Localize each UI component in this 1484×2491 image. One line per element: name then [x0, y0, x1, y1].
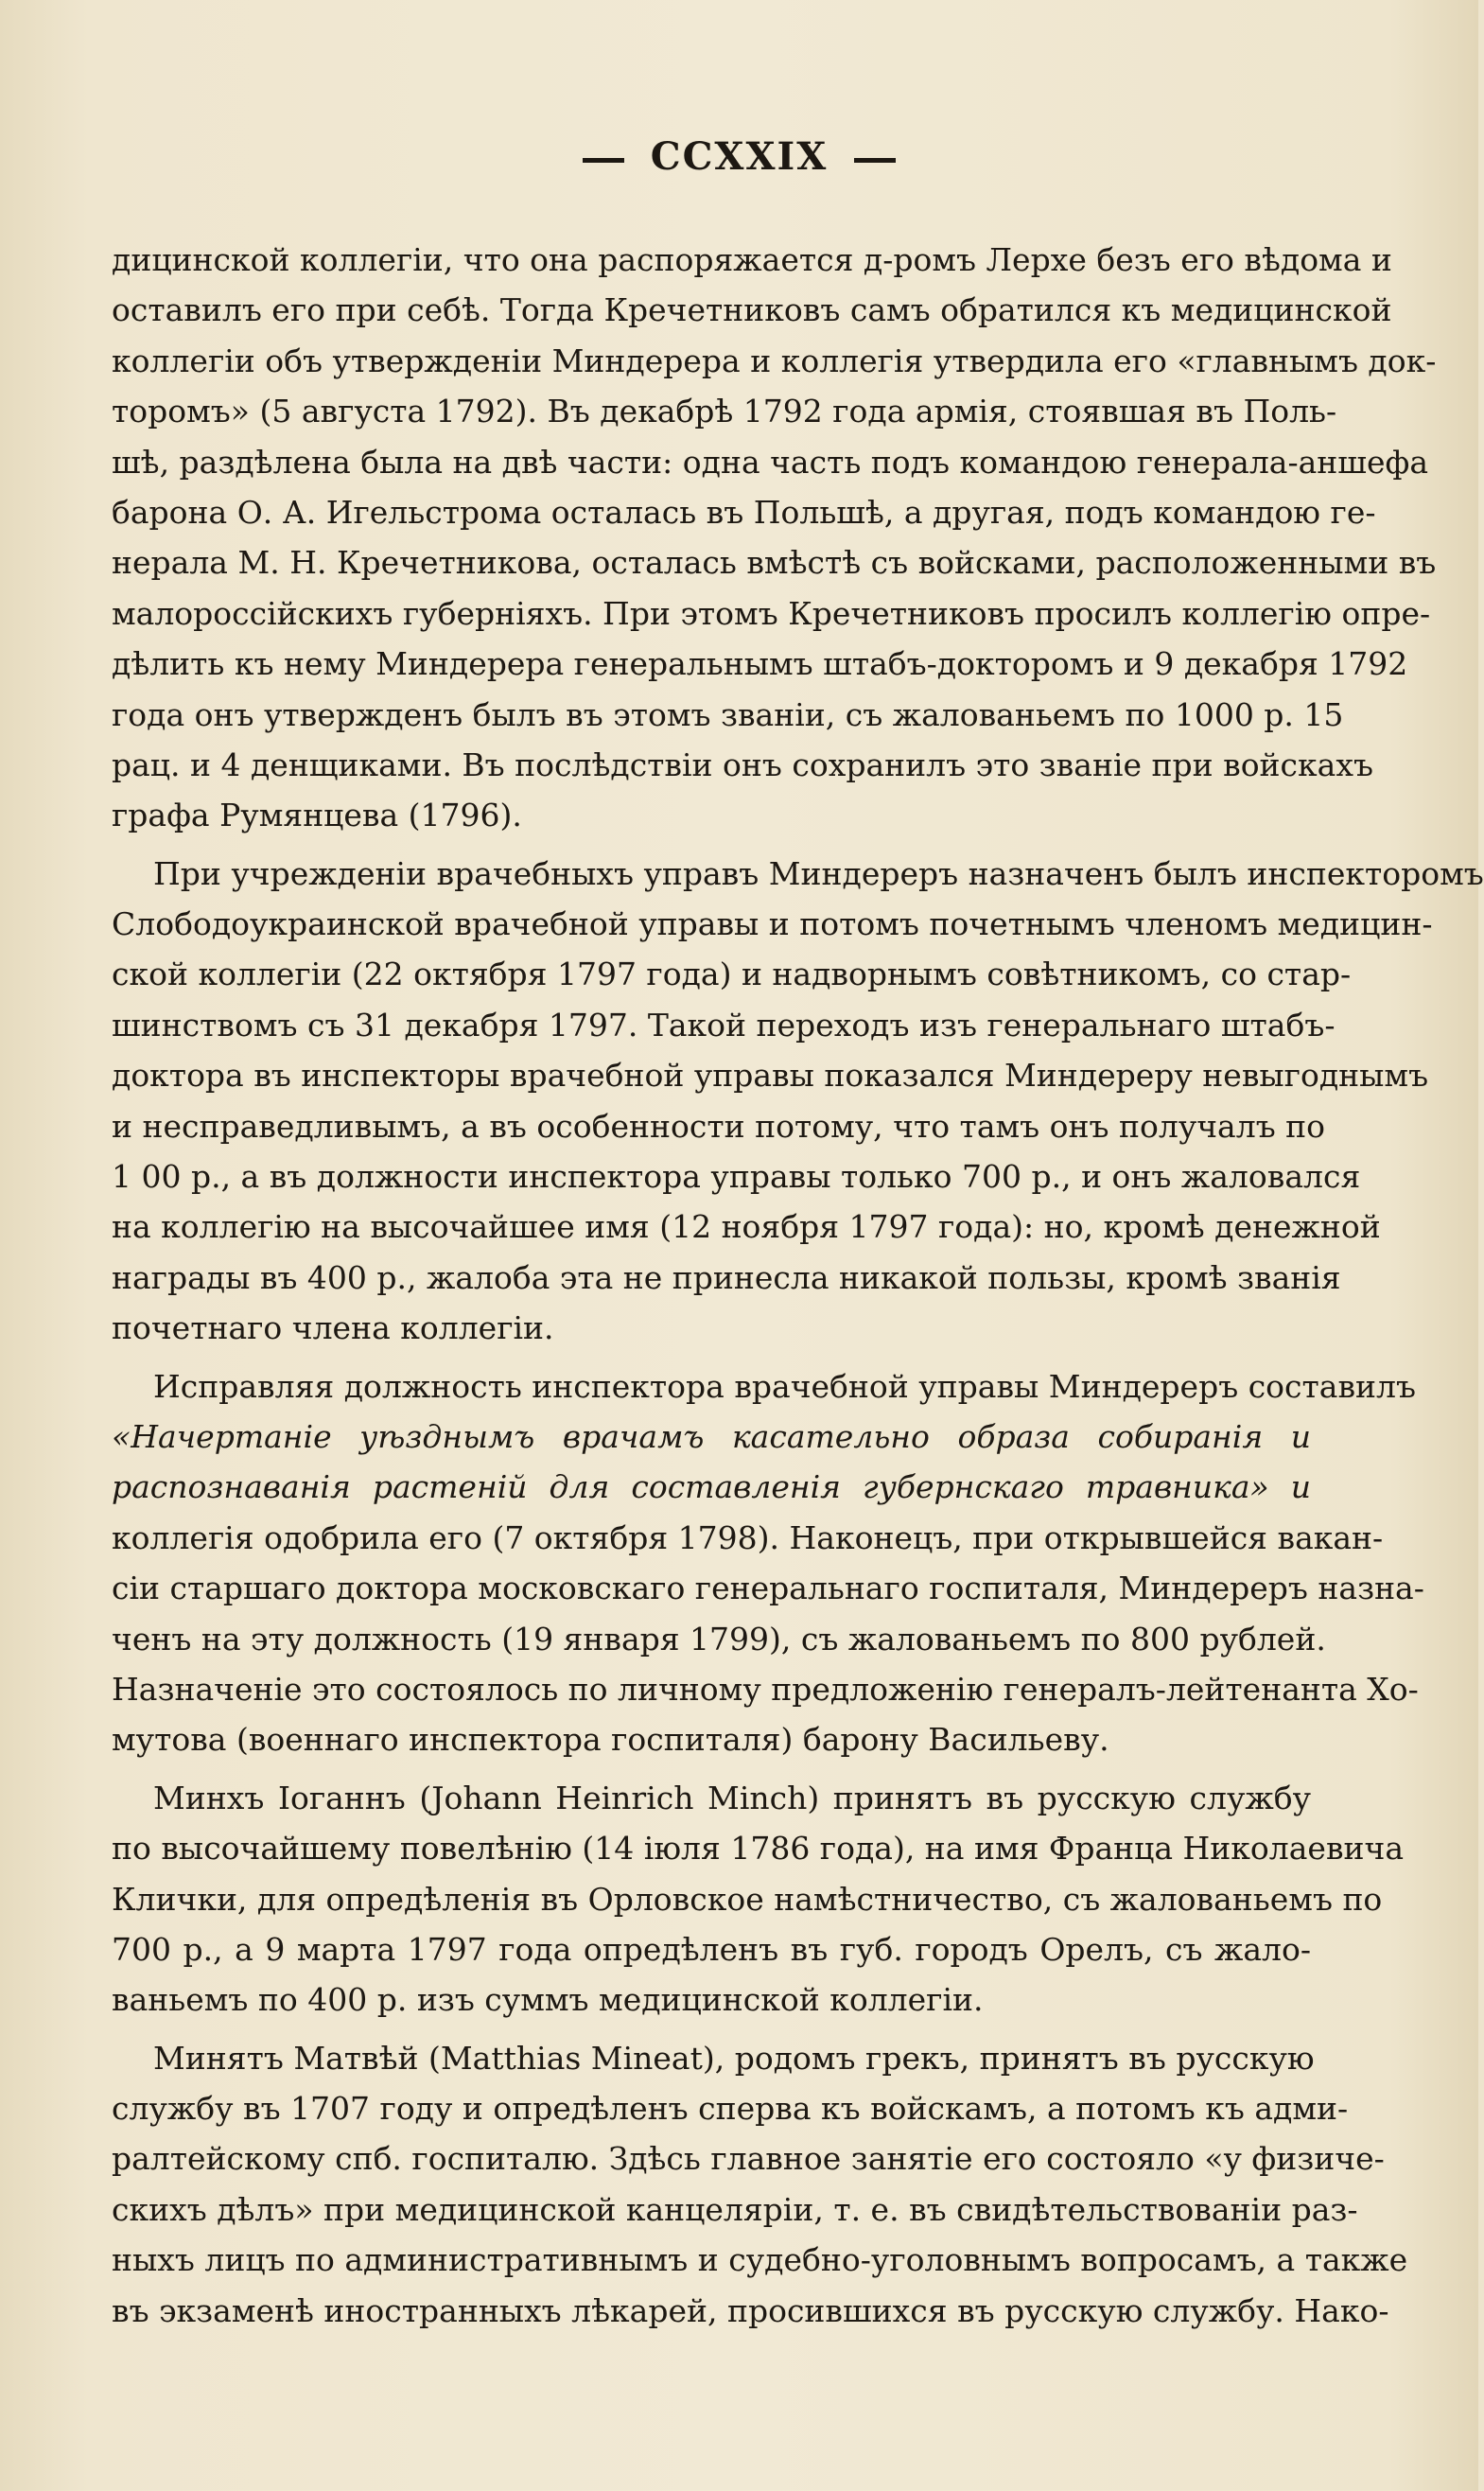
text-line: Минятъ Матвѣй (Matthias Mineat), родомъ грекъ, принятъ въ русскую — [153, 2039, 1315, 2077]
page-header — [0, 134, 1478, 179]
text-line: дицинской коллегіи, что она распоряжается д-ромъ Лерхе безъ его вѣдома и — [112, 241, 1392, 278]
text-line: мутова (военнаго инспектора госпиталя) барону Васильеву. — [112, 1721, 1109, 1759]
text-line: барона О. А. Игельстрома осталась въ Польшѣ, а другая, подъ командою ге- — [112, 493, 1376, 531]
text-line: торомъ» (5 августа 1792). Въ декабрѣ 1792 года армія, стоявшая въ Поль- — [112, 393, 1337, 430]
text-line: награды въ 400 р., жалоба эта не принесла никакой пользы, кромѣ званія — [112, 1258, 1341, 1296]
text-line: оставилъ его при себѣ. Тогда Кречетниковъ самъ обратился къ медицинской — [112, 291, 1392, 329]
text-line: рац. и 4 денщиками. Въ послѣдствіи онъ сохранилъ это званіе при войскахъ — [112, 746, 1373, 783]
text-line: и несправедливымъ, а въ особенности потому, что тамъ онъ получалъ по — [112, 1107, 1326, 1145]
header-dash-left — [583, 158, 624, 163]
text-line-italic: «Начертаніе уѣзднымъ врачамъ касательно образа собиранія и — [112, 1417, 1311, 1455]
text-line: ралтейскому спб. госпиталю. Здѣсь главное занятіе его состояло «у физиче- — [112, 2140, 1385, 2178]
body-text — [112, 235, 1484, 2336]
page-number: CCXXIX — [650, 134, 829, 179]
paragraph-4 — [112, 1773, 1405, 2026]
text-line: Слободоукраинской врачебной управы и потомъ почетнымъ членомъ медицин- — [112, 905, 1433, 943]
header-dash-right — [854, 158, 896, 163]
text-line: 700 р., а 9 марта 1797 года опредѣленъ въ губ. городъ Орелъ, съ жало- — [112, 1930, 1311, 1968]
text-line: 1 00 р., а въ должности инспектора управы только 700 р., и онъ жаловался — [112, 1158, 1361, 1196]
text-line: Исправляя должность инспектора врачебной управы Миндереръ составилъ — [153, 1367, 1416, 1405]
text-line: Клички, для опредѣленія въ Орловское намѣстничество, съ жалованьемъ по — [112, 1880, 1383, 1918]
text-line: нерала М. Н. Кречетникова, осталась вмѣстѣ съ войсками, расположенными въ — [112, 544, 1437, 582]
paragraph-5 — [112, 2033, 1408, 2336]
text-line: на коллегію на высочайшее имя (12 ноября 1797 года): но, кромѣ денежной — [112, 1208, 1381, 1246]
text-line: сіи старшаго доктора московскаго генеральнаго госпиталя, Миндереръ назна- — [112, 1570, 1424, 1607]
text-line: года онъ утвержденъ былъ въ этомъ званіи, съ жалованьемъ по 1000 р. 15 — [112, 695, 1344, 733]
text-line: шѣ, раздѣлена была на двѣ части: одна часть подъ командою генерала-аншефа — [112, 443, 1429, 481]
text-line: коллегія одобрила его (7 октября 1798). Наконецъ, при открывшейся вакан- — [112, 1518, 1384, 1556]
text-line-italic: распознаванія растеній для составленія губернскаго травника» и — [112, 1468, 1311, 1506]
text-line: коллегіи объ утвержденіи Миндерера и коллегія утвердила его «главнымъ док- — [112, 342, 1437, 379]
paragraph-3 — [112, 1361, 1424, 1765]
paragraph-1 — [112, 235, 1437, 841]
text-line: доктора въ инспекторы врачебной управы показался Миндереру невыгоднымъ — [112, 1057, 1429, 1095]
text-line: ваньемъ по 400 р. изъ суммъ медицинской коллегіи. — [112, 1981, 984, 2019]
text-line: дѣлить къ нему Миндерера генеральнымъ штабъ-докторомъ и 9 декабря 1792 — [112, 645, 1408, 683]
text-line: графа Румянцева (1796). — [112, 797, 522, 834]
text-line: шинствомъ съ 31 декабря 1797. Такой переходъ изъ генеральнаго штабъ- — [112, 1006, 1336, 1044]
text-line: Минхъ Іоганнъ (Johann Heinrich Minch) принятъ въ русскую службу — [153, 1779, 1311, 1816]
text-line: ченъ на эту должность (19 января 1799), съ жалованьемъ по 800 рублей. — [112, 1620, 1326, 1658]
text-line: по высочайшему повелѣнію (14 іюля 1786 года), на имя Франца Николаевича — [112, 1830, 1405, 1868]
text-line: службу въ 1707 году и опредѣленъ сперва къ войскамъ, а потомъ къ адми- — [112, 2090, 1349, 2128]
text-line: въ экзаменѣ иностранныхъ лѣкарей, просившихся въ русскую службу. Нако- — [112, 2291, 1389, 2329]
text-line: ской коллегіи (22 октября 1797 года) и надворнымъ совѣтникомъ, со стар- — [112, 956, 1352, 993]
paragraph-2 — [112, 849, 1484, 1354]
text-line: Назначеніе это состоялось по личному предложенію генералъ-лейтенанта Хо- — [112, 1670, 1419, 1708]
text-line: скихъ дѣлъ» при медицинской канцеляріи, т. е. въ свидѣтельствованіи раз- — [112, 2190, 1358, 2228]
text-line: ныхъ лицъ по административнымъ и судебно-уголовнымъ вопросамъ, а также — [112, 2241, 1408, 2279]
text-line: почетнаго члена коллегіи. — [112, 1309, 554, 1347]
text-line: малороссійскихъ губерніяхъ. При этомъ Кречетниковъ просилъ коллегію опре- — [112, 594, 1431, 632]
text-line: При учрежденіи врачебныхъ управъ Миндереръ назначенъ былъ инспекторомъ — [153, 854, 1484, 892]
